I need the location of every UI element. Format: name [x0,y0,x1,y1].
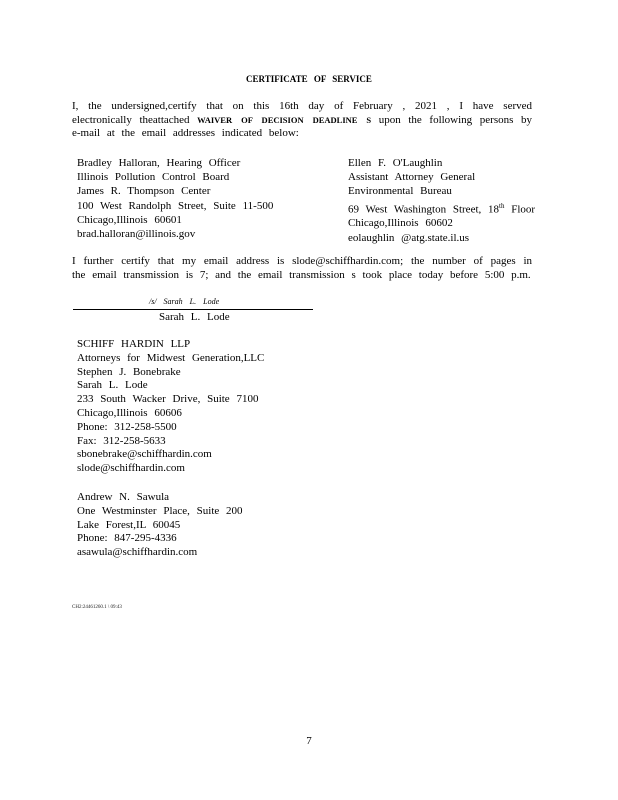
firm-phone: Phone: 312-258-5500 [77,420,177,433]
certification-paragraph: I further certify that my email address is slode@schiffhardin.com; the number of pages in the email transmission is 7; and the email transmission s took place today before 5:00 p.m. [72,255,532,281]
service-text-before: I, the undersigned,certify that on this 16th day of February , 2021 , I have served electronically theattached [72,100,532,126]
recipient-line: Chicago,Illinois 60601 [77,213,182,226]
recipient-line: Bradley Halloran, Hearing Officer [77,157,241,169]
address-text: 69 West Washington Street, 18 [348,203,500,216]
contact-name: Andrew N. Sawula [77,491,170,503]
recipient-line: Ellen F. O'Laughlin [348,157,443,169]
signer-name: Sarah L. Lode [159,311,230,323]
ordinal-suffix: th [499,201,505,210]
contact-line: One Westminster Place, Suite 200 [77,504,243,517]
recipient-email: eolaughlin @atg.state.il.us [348,231,470,244]
recipient-attorney-general [348,156,535,245]
firm-contact-block [77,338,264,476]
service-text-after: upon the following persons by e-mail at the email addresses indicated below: [72,113,533,139]
electronic-signature: /s/ Sarah L. Lode [149,297,220,306]
page-number: 7 [306,735,312,747]
firm-line: Sarah L. Lode [77,379,148,392]
firm-fax: Fax: 312-258-5633 [77,434,166,447]
contact-line: Lake Forest,IL 60045 [77,518,181,531]
firm-line: Chicago,Illinois 60606 [77,406,182,419]
document-title: CERTIFICATE OF SERVICE [246,74,372,84]
recipient-line [348,199,535,217]
recipient-line: Environmental Bureau [348,185,452,198]
document-name: WAIVER OF DECISION DEADLINE S [197,114,372,125]
firm-email: sbonebrake@schiffhardin.com [77,448,212,461]
recipient-email: brad.halloran@illinois.gov [77,228,196,241]
firm-line: Attorneys for Midwest Generation,LLC [77,351,265,364]
recipient-line: Illinois Pollution Control Board [77,171,230,184]
recipient-line: 100 West Randolph Street, Suite 11-500 [77,199,274,212]
firm-email: slode@schiffhardin.com [77,462,185,475]
recipient-line: Chicago,Illinois 60602 [348,217,453,230]
signature-line [73,309,313,310]
service-paragraph [72,100,532,141]
recipient-line: Assistant Attorney General [348,171,476,184]
document-id-footer: CH2:24461260.1 \ 09:43 [72,605,122,610]
firm-name: SCHIFF HARDIN LLP [77,338,191,350]
recipient-line: James R. Thompson Center [77,185,211,198]
firm-line: Stephen J. Bonebrake [77,365,181,378]
recipient-hearing-officer [77,156,273,241]
contact-email: asawula@schiffhardin.com [77,546,198,559]
firm-line: 233 South Wacker Drive, Suite 7100 [77,393,259,406]
contact-phone: Phone: 847-295-4336 [77,532,177,545]
floor-text: Floor [504,203,536,216]
sawula-contact-block [77,491,243,560]
